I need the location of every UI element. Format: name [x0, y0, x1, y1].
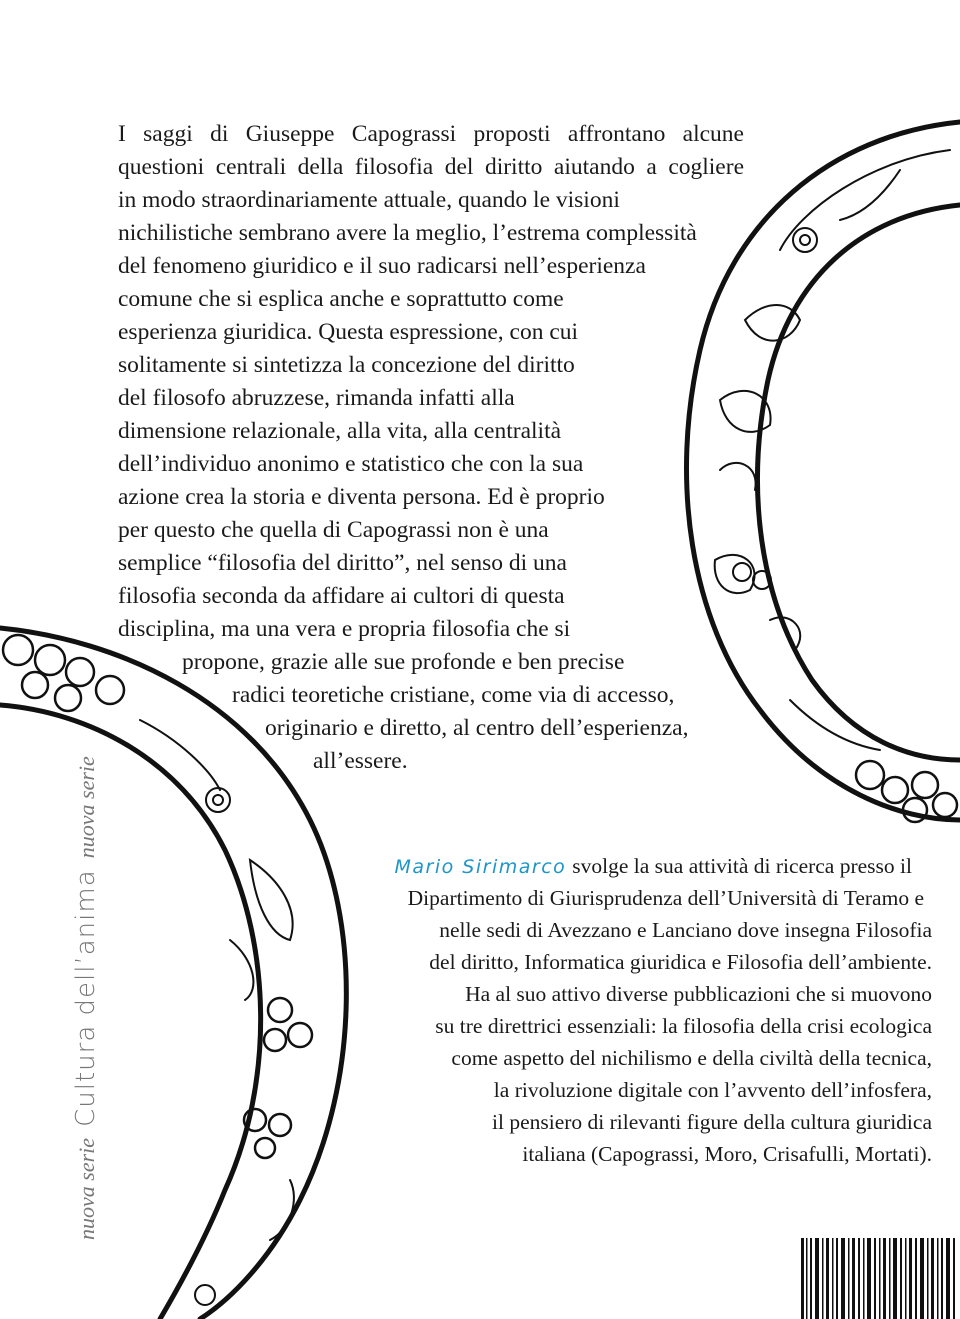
- bio-line: su tre direttrici essenziali: la filosofia della crisi ecologica: [435, 1014, 932, 1038]
- synopsis-line: dimensione relazionale, alla vita, alla centralità: [118, 418, 562, 444]
- bio-line-text: svolge la sua attività di ricerca presso il: [572, 854, 912, 878]
- synopsis-line: comune che si esplica anche e soprattutto come: [118, 286, 564, 312]
- synopsis-line: dell’individuo anonimo e statistico che con la sua: [118, 451, 584, 477]
- synopsis-line: radici teoretiche cristiane, come via di accesso,: [232, 682, 675, 708]
- bio-line: come aspetto del nichilismo e della civiltà della tecnica,: [451, 1046, 932, 1070]
- synopsis-line: del filosofo abruzzese, rimanda infatti alla: [118, 385, 515, 411]
- bio-line: Ha al suo attivo diverse pubblicazioni che si muovono: [465, 982, 932, 1006]
- right-ornamental-ring: [687, 122, 960, 822]
- synopsis-line: semplice “filosofia del diritto”, nel senso di una: [118, 550, 567, 576]
- synopsis-line: nichilistiche sembrano avere la meglio, l’estrema complessità: [118, 220, 697, 246]
- bio-line: del diritto, Informatica giuridica e Filosofia dell’ambiente.: [429, 950, 932, 974]
- synopsis-line: esperienza giuridica. Questa espressione, con cui: [118, 319, 579, 345]
- synopsis-line: I saggi di Giuseppe Capograssi proposti affrontano alcune: [118, 121, 744, 147]
- series-prefix: nuova serie: [74, 1137, 99, 1240]
- synopsis-line: solitamente si sintetizza la concezione del diritto: [118, 352, 575, 378]
- bio-line: la rivoluzione digitale con l’avvento dell’infosfera,: [493, 1078, 932, 1102]
- synopsis-line: all’essere.: [313, 748, 408, 774]
- synopsis-line: azione crea la storia e diventa persona. Ed è proprio: [118, 484, 605, 510]
- bio-line: Dipartimento di Giurisprudenza dell’Università di Teramo e: [407, 886, 924, 910]
- synopsis-line: questioni centrali della filosofia del diritto aiutando a cogliere: [118, 154, 744, 180]
- bio-line: nelle sedi di Avezzano e Lanciano dove insegna Filosofia: [439, 918, 932, 942]
- synopsis-line: del fenomeno giuridico e il suo radicarsi nell’esperienza: [118, 253, 646, 279]
- bio-line: italiana (Capograssi, Moro, Crisafulli, Mortati).: [522, 1142, 932, 1166]
- synopsis-line: filosofia seconda da affidare ai cultori di questa: [118, 583, 565, 609]
- bio-line: il pensiero di rilevanti figure della cultura giuridica: [492, 1110, 932, 1134]
- synopsis-line: propone, grazie alle sue profonde e ben precise: [182, 649, 625, 675]
- series-name: Cultura dell’anima: [71, 869, 101, 1127]
- synopsis-line: in modo straordinariamente attuale, quando le visioni: [118, 187, 620, 213]
- series-suffix: nuova serie: [74, 756, 99, 859]
- barcode: [795, 1230, 960, 1319]
- synopsis-line: per questo che quella di Capograssi non è una: [118, 517, 549, 543]
- author-name: Mario Sirimarco: [394, 856, 567, 878]
- synopsis-line: originario e diretto, al centro dell’esperienza,: [265, 715, 689, 741]
- bio-line: [395, 850, 912, 882]
- series-title-vertical: [66, 756, 106, 1240]
- synopsis-line: disciplina, ma una vera e propria filosofia che si: [118, 616, 571, 642]
